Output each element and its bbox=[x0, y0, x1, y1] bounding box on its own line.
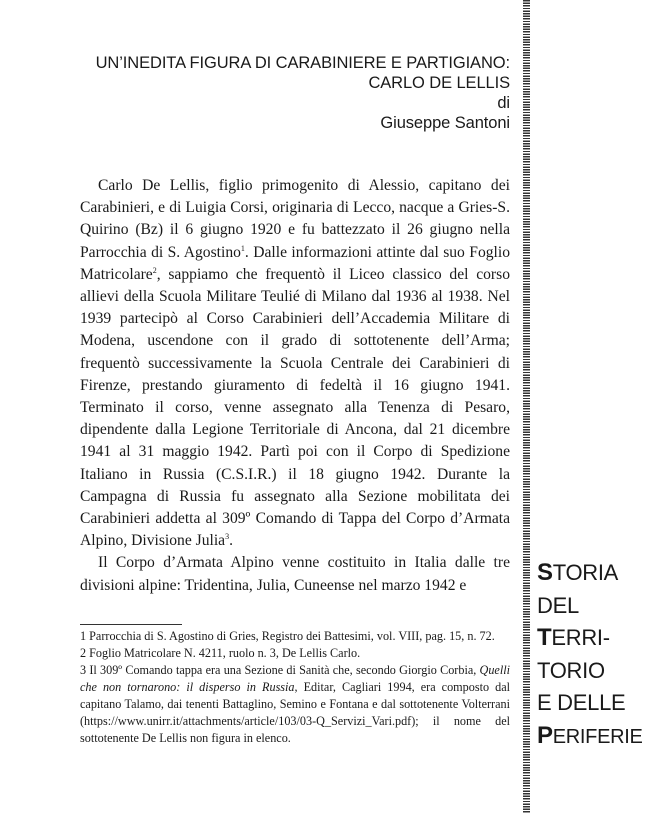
series-title bbox=[537, 557, 647, 753]
vertical-dashed-rule bbox=[523, 0, 530, 813]
paragraph-1-text-c: , sappiamo che frequentò il Liceo classico del corso allievi della Scuola Militare Teulié di Milano dal 1936 al 1938. Nel 1939 partecipò al Corso Carabinieri dell’Accademia Militare di Modena, uscendone con il grado di sottotenente dell’Arma; frequentò successivamente la Scuola Centrale dei Carabinieri di Firenze, prestando giuramento di fedeltà il 16 giugno 1941. Terminato il corso, venne assegnato alla Tenenza di Pesaro, dipendente dalla Legione Territoriale di Ancona, dal 21 dicembre 1941 al 31 maggio 1942. Partì poi con il Corpo di Spedizione Italiano in Russia (C.S.I.R.) il 18 giugno 1942. Durante la Campagna di Russia fu assegnato alla Sezione mobilitata dei Carabinieri addetta al 309º Comando di Tappa del Corpo d’Armata Alpino, Divisione Julia bbox=[80, 265, 510, 550]
series-line-3 bbox=[537, 622, 647, 655]
footnote-3-text-b: , Editar, Cagliari 1994, era composto dal capitano Talamo, dai tenenti Battaglino, Semino e Fontana e dal sottotenente Volterrani (https://www.unirr.it/attachments/article/103/03-Q_Servizi_Vari.pdf); il nome del sottotenente De Lellis non figura in elenco. bbox=[80, 680, 510, 745]
footnote-3-text-a: 3 Il 309º Comando tappa era una Sezione di Sanità che, secondo Giorgio Corbia, bbox=[80, 663, 480, 677]
series-line-1 bbox=[537, 557, 647, 590]
series-line-2: DEL bbox=[537, 592, 579, 618]
series-word-periferie: ERIFERIE bbox=[552, 725, 643, 748]
author-name: Giuseppe Santoni bbox=[380, 114, 510, 132]
footnote-3 bbox=[80, 662, 510, 747]
footnote-2: 2 Foglio Matricolare N. 4211, ruolo n. 3, De Lellis Carlo. bbox=[80, 646, 361, 660]
paragraph-1-text-d: . bbox=[229, 532, 234, 550]
series-word-storia: TORIA bbox=[552, 560, 619, 585]
series-initial-p: P bbox=[537, 721, 553, 749]
series-word-terri: ERRI- bbox=[551, 625, 610, 650]
footnote-divider bbox=[80, 624, 182, 625]
series-initial-t: T bbox=[537, 624, 552, 651]
series-line-5: E DELLE bbox=[537, 690, 626, 715]
footnote-ref-3: 3 bbox=[225, 532, 230, 542]
paragraph-1-text-b: . Dalle informazioni attinte dal suo Foglio Matricolare bbox=[80, 243, 510, 283]
footnote-3-book-title: Quelli che non tornarono: il disperso in Russia bbox=[80, 663, 510, 694]
paragraph-2: Il Corpo d’Armata Alpino venne costituito in Italia dalle tre divisioni alpine: Tridentina, Julia, Cuneense nel marzo 1942 e bbox=[80, 554, 510, 594]
footnote-1: 1 Parrocchia di S. Agostino di Gries, Registro dei Battesimi, vol. VIII, pag. 15, n. 72. bbox=[80, 629, 495, 643]
series-line-6 bbox=[537, 720, 647, 754]
article-title-line-2: CARLO DE LELLIS bbox=[368, 74, 510, 92]
byline-di: di bbox=[497, 94, 510, 112]
paragraph-1-text-a: Carlo De Lellis, figlio primogenito di Alessio, capitano dei Carabinieri, e di Luigia Corsi, originaria di Lecco, nacque a Gries-S. Quirino (Bz) il 6 giugno 1920 e fu battezzato il 26 giugno nella Parrocchia di S. Agostino bbox=[80, 177, 510, 261]
article-body bbox=[80, 175, 510, 597]
footnote-ref-1: 1 bbox=[240, 243, 245, 253]
article-header bbox=[40, 53, 510, 133]
article-title-line-1: UN’INEDITA FIGURA DI CARABINIERE E PARTIGIANO: bbox=[95, 54, 510, 72]
series-line-4: TORIO bbox=[537, 657, 605, 683]
paragraph-1 bbox=[80, 175, 510, 552]
footnote-ref-2: 2 bbox=[152, 265, 157, 275]
footnotes bbox=[80, 628, 510, 747]
series-initial-s: S bbox=[537, 559, 553, 586]
